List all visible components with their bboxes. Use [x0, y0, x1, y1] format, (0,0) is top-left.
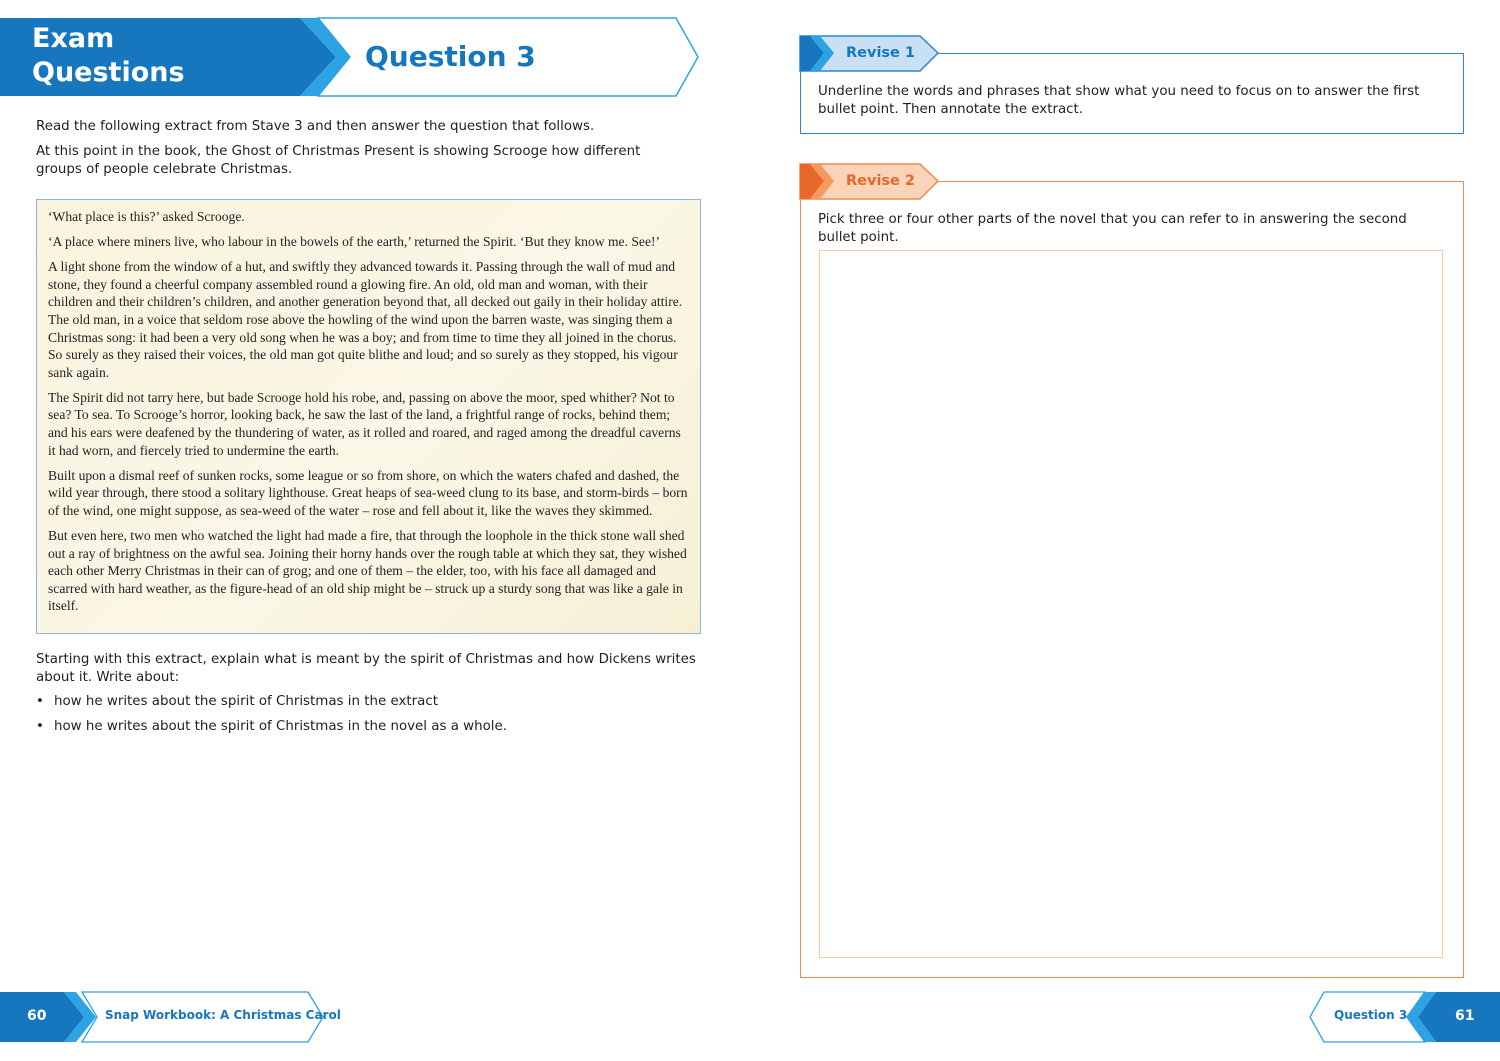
revise-2-label: Revise 2 — [846, 173, 916, 189]
question-bullet: • how he writes about the spirit of Christmas in the extract — [36, 693, 507, 718]
extract-paragraph: Built upon a dismal reef of sunken rocks, some league or so from shore, on which the waters chafed and dashed, the wild year through, there stood a solitary lighthouse. Great heaps of sea-weed clung to its base, and storm-birds – born of the wind, one might suppose, as sea-weed of the water – rose and fell about it, like the waves they skimmed. — [48, 467, 688, 518]
footer-section-title: Question 3 — [1334, 1008, 1408, 1022]
extract-paragraph: A light shone from the window of a hut, and swiftly they advanced towards it. Passing through the wall of mud and stone, they found a cheerful company assembled round a glowing fire. An old, old man and woman, with their children and their children’s children, and another generation beyond that, all decked out gaily in their holiday attire. The old man, in a voice that seldom rose above the howling of the wind upon the barren waste, was singing them a Christmas song: it had been a very old song when he was a boy; and from time to time they all joined in the chorus. So surely as they raised their voices, the old man got quite blithe and loud; and so surely as they stopped, his vigour sank again. — [48, 259, 683, 380]
revise-1-label: Revise 1 — [846, 45, 916, 61]
page-number-left: 60 — [27, 1008, 47, 1024]
question-bullets — [36, 693, 507, 743]
question-bullet: • how he writes about the spirit of Christmas in the novel as a whole. — [36, 718, 507, 743]
revise-1-instruction: Underline the words and phrases that show what you need to focus on to answer the first bullet point. Then annotate the extract. — [818, 84, 1420, 117]
extract-paragraph: ‘A place where miners live, who labour in the bowels of the earth,’ returned the Spirit. ‘But they know me. See!’ — [48, 234, 661, 250]
section-label: Exam Questions — [32, 23, 185, 88]
extract-paragraph: ‘What place is this?’ asked Scrooge. — [48, 209, 245, 224]
footer-book-title: Snap Workbook: A Christmas Carol — [105, 1008, 341, 1022]
answer-area[interactable] — [819, 250, 1443, 958]
question-prompt: Starting with this extract, explain what is meant by the spirit of Christmas and how Dickens writes about it. Write about: — [36, 652, 696, 685]
intro-context: At this point in the book, the Ghost of Christmas Present is showing Scrooge how different groups of people celebrate Christmas. — [36, 144, 641, 177]
intro-instruction: Read the following extract from Stave 3 and then answer the question that follows. — [36, 119, 595, 134]
revise-2-instruction: Pick three or four other parts of the novel that you can refer to in answering the second bullet point. — [818, 212, 1407, 245]
page-title: Question 3 — [365, 40, 536, 73]
extract-paragraph: The Spirit did not tarry here, but bade Scrooge hold his robe, and, passing on above the moor, sped whither? Not to sea? To sea. To Scrooge’s horror, looking back, he saw the last of the land, a frightful range of rocks, behind them; and his ears were deafened by the thundering of water, as it rolled and roared, and raged among the dreadful caverns it had worn, and fiercely tried to undermine the earth. — [48, 389, 681, 458]
page-number-right: 61 — [1455, 1008, 1475, 1024]
extract-box — [36, 199, 701, 634]
extract-paragraph: But even here, two men who watched the light had made a fire, that through the loophole in the thick stone wall shed out a ray of brightness on the awful sea. Joining their horny hands over the rough table at which they sat, they wished each other Merry Christmas in their can of grog; and one of them – the elder, too, with his face all damaged and scarred with hard weather, as the figure-head of an old ship might be – struck up a sturdy song that was like a gale in itself. — [48, 528, 687, 614]
